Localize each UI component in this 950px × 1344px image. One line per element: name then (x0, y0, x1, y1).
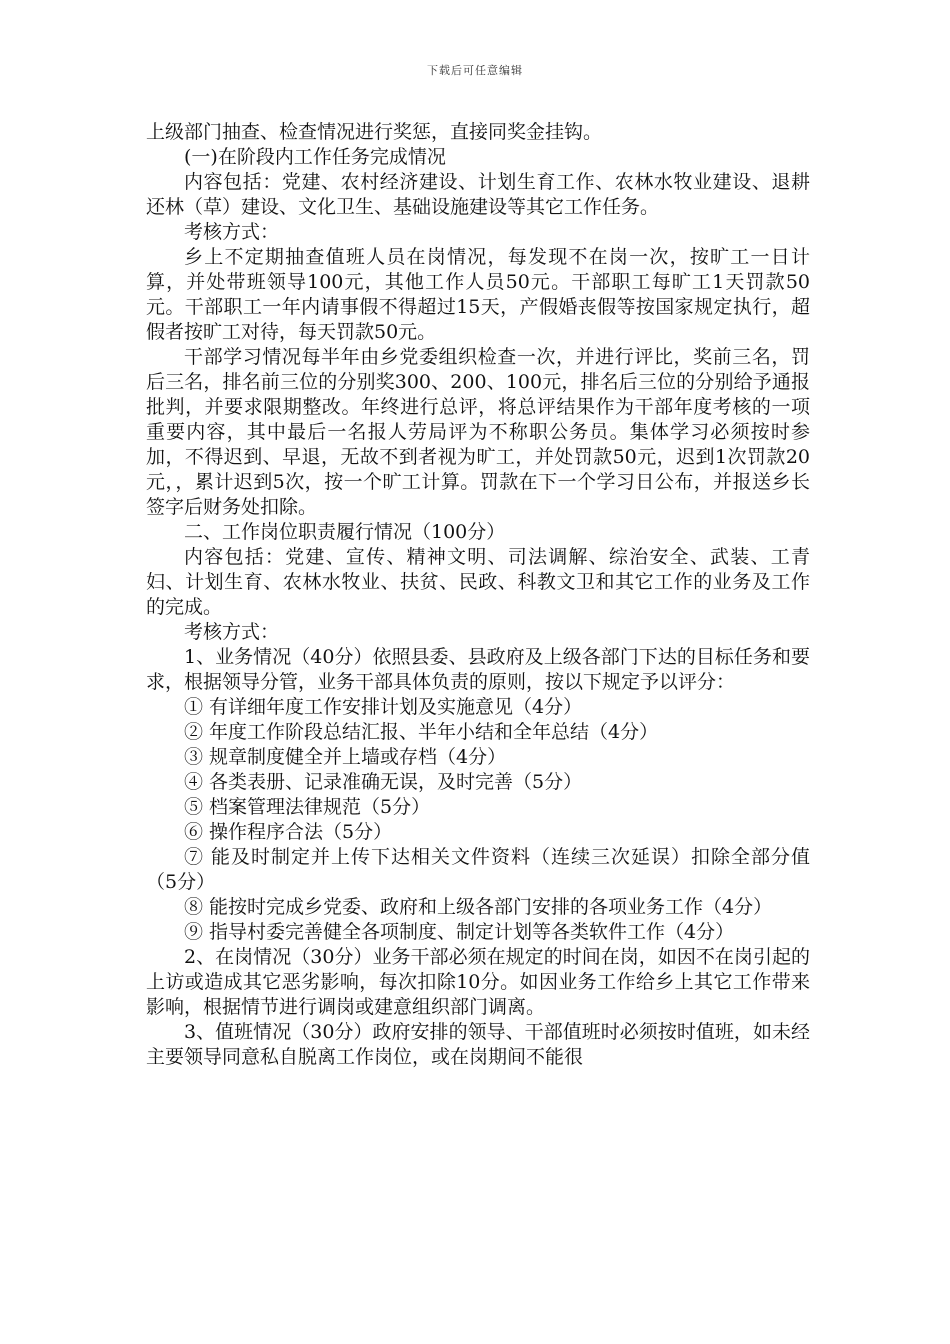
list-item: ⑤ 档案管理法律规范（5分） (184, 796, 431, 818)
list-item: ④ 各类表册、记录准确无误，及时完善（5分） (184, 771, 583, 793)
paragraph: 内容包括：党建、农村经济建设、计划生育工作、农林水牧业建设、退耕还林（草）建设、文化卫生、基础设施建设等其它工作任务。 (146, 171, 810, 218)
paragraph: 1、业务情况（40分）依照县委、县政府及上级各部门下达的目标任务和要求，根据领导分管，业务干部具体负责的原则，按以下规定予以评分： (146, 646, 810, 693)
paragraph: 干部学习情况每半年由乡党委组织检查一次，并进行评比，奖前三名，罚后三名，排名前三位的分别奖300、200、100元，排名后三位的分别给予通报批判，并要求限期整改。年终进行总评，将总评结果作为干部年度考核的一项重要内容，其中最后一名报人劳局评为不称职公务员。集体学习必须按时参加，不得迟到、早退，无故不到者视为旷工，并处罚款50元，迟到1次罚款20元，，累计迟到5次，按一个旷工计算。罚款在下一个学习日公布，并报送乡长签字后财务处扣除。 (146, 346, 810, 518)
list-item: ① 有详细年度工作安排计划及实施意见（4分） (184, 696, 583, 718)
paragraph: 内容包括：党建、宣传、精神文明、司法调解、综治安全、武装、工青妇、计划生育、农林水牧业、扶贫、民政、科教文卫和其它工作的业务及工作的完成。 (146, 546, 810, 618)
subheading: 考核方式： (184, 621, 280, 643)
list-item: ② 年度工作阶段总结汇报、半年小结和全年总结（4分） (184, 721, 659, 743)
list-item: ⑧ 能按时完成乡党委、政府和上级各部门安排的各项业务工作（4分） (184, 896, 773, 918)
list-item: ③ 规章制度健全并上墙或存档（4分） (184, 746, 507, 768)
list-item: ⑦ 能及时制定并上传下达相关文件资料（连续三次延误）扣除全部分值（5分） (146, 846, 810, 893)
section-heading: 二、工作岗位职责履行情况（100分） (184, 521, 506, 543)
paragraph: 上级部门抽查、检查情况进行奖惩，直接同奖金挂钩。 (146, 121, 603, 143)
document-body (146, 120, 810, 1070)
paragraph: 乡上不定期抽查值班人员在岗情况，每发现不在岗一次，按旷工一日计算，并处带班领导100元，其他工作人员50元。干部职工每旷工1天罚款50元。干部职工一年内请事假不得超过15天，产假婚丧假等按国家规定执行，超假者按旷工对待，每天罚款50元。 (146, 246, 810, 343)
subheading: 考核方式： (184, 221, 280, 243)
list-item: ⑥ 操作程序合法（5分） (184, 821, 393, 843)
page-header: 下载后可任意编辑 (427, 64, 523, 77)
paragraph: 2、在岗情况（30分）业务干部必须在规定的时间在岗，如因不在岗引起的上访或造成其它恶劣影响，每次扣除10分。如因业务工作给乡上其它工作带来影响，根据情节进行调岗或建意组织部门调离。 (146, 946, 810, 1018)
paragraph: 3、值班情况（30分）政府安排的领导、干部值班时必须按时值班，如未经主要领导同意私自脱离工作岗位，或在岗期间不能很 (146, 1021, 810, 1068)
section-heading: (一)在阶段内工作任务完成情况 (184, 146, 446, 168)
list-item: ⑨ 指导村委完善健全各项制度、制定计划等各类软件工作（4分） (184, 921, 735, 943)
